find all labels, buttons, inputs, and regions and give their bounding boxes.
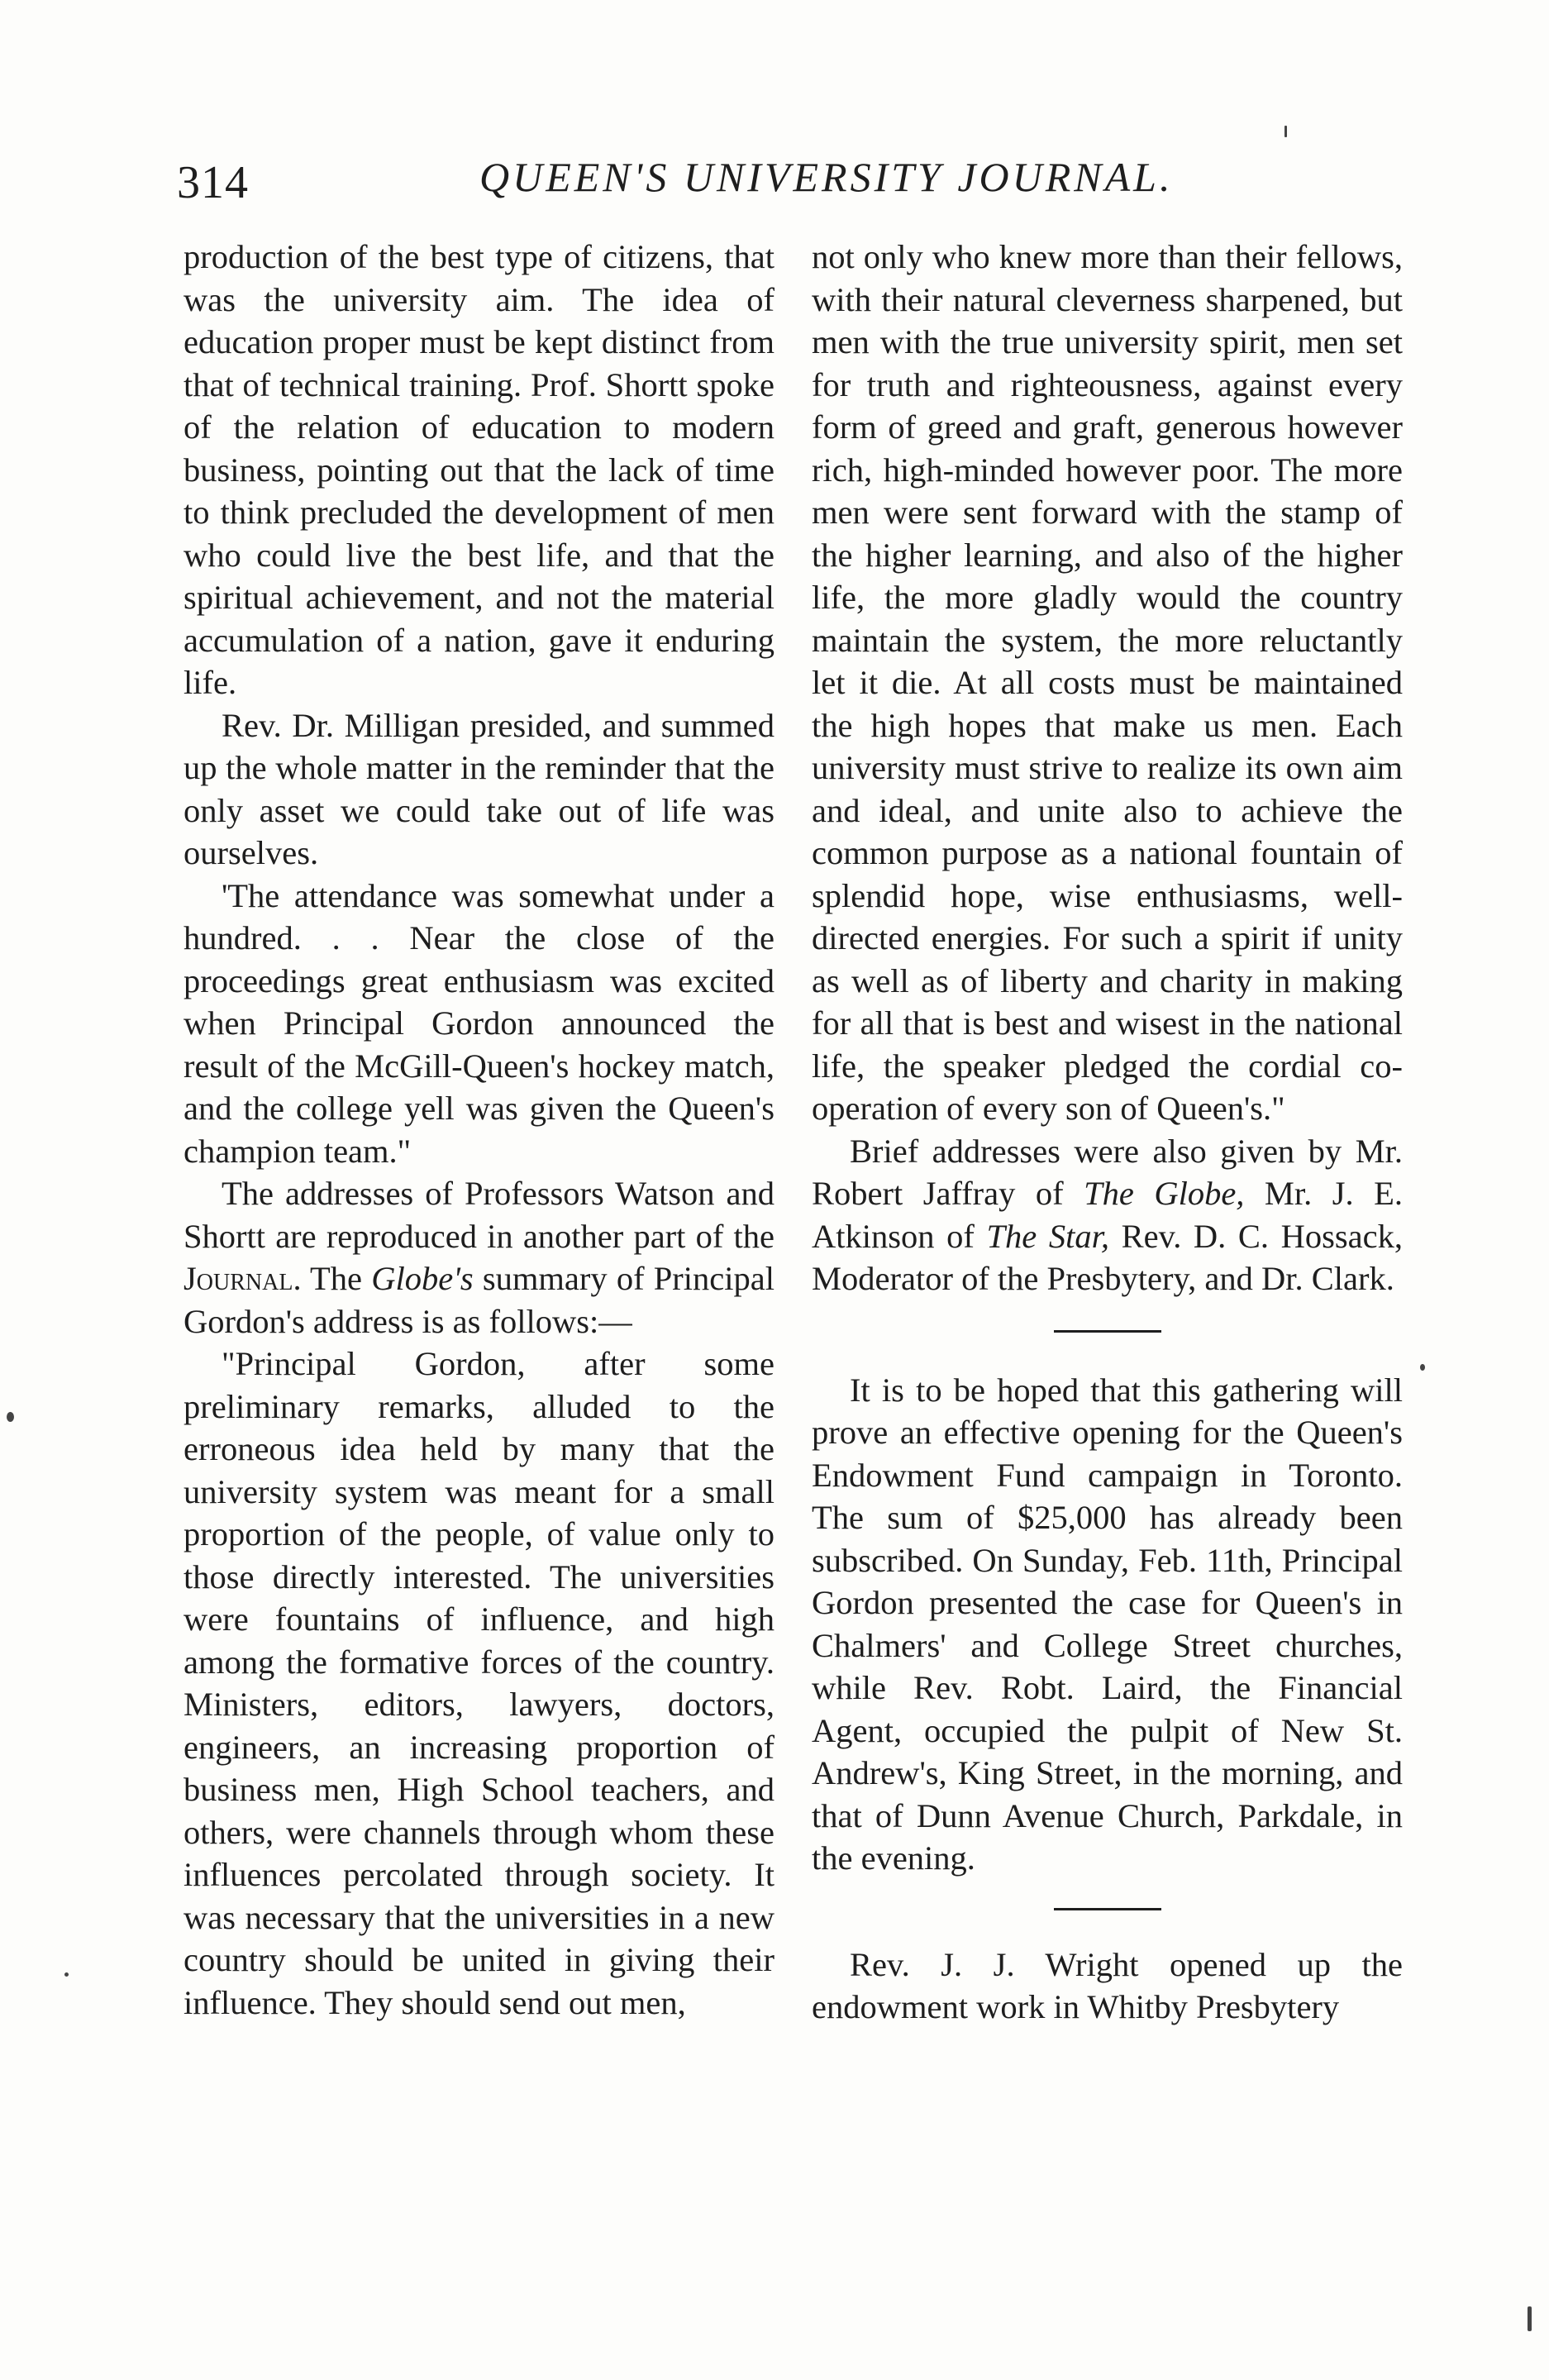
scan-speck bbox=[64, 1972, 69, 1977]
text-run: The addresses of Professors Watson and Shortt are reproduced in another part of the bbox=[183, 1175, 774, 1255]
globes-name: Globe's bbox=[371, 1260, 474, 1297]
scan-speck bbox=[7, 1412, 14, 1422]
left-paragraph-4 bbox=[183, 1172, 774, 1343]
right-paragraph-1: not only who knew more than their fellows, with their natural cleverness sharpened, but men with the true university spirit, men set for truth and righteousness, against every form of greed and graft, generous however rich, high-minded however poor. The more men were sent forward with the stamp of the higher learning, and also of the higher life, the more gladly would the country maintain the system, the more reluctantly let it die. At all costs must be maintained the high hopes that make us men. Each university must strive to realize its own aim and ideal, and unite also to achieve the common purpose as a national fountain of splendid hope, wise enthusiasms, well-directed energies. For such a spirit if unity as well as of liberty and charity in making for all that is best and wisest in the national life, the speaker pledged the cordial co-operation of every son of Queen's." bbox=[812, 238, 1403, 1127]
left-column bbox=[183, 236, 774, 2024]
text-run: summary of Principal Gordon's address is as follows:— bbox=[183, 1260, 775, 1340]
scan-speck bbox=[1528, 2306, 1532, 2331]
text-run: Rev. D. C. Hossack, Moderator of the Presbytery, and Dr. Clark. bbox=[812, 1217, 1404, 1297]
page-number: 314 bbox=[177, 157, 249, 208]
running-head bbox=[177, 145, 1417, 211]
scan-speck bbox=[1284, 126, 1287, 137]
scan-speck bbox=[1420, 1364, 1425, 1371]
left-paragraph-5: "Principal Gordon, after some preliminary remarks, alluded to the erroneous idea held by many that the university system was meant for a small proportion of the people, of value only to those directly interested. The universities were fountains of influence, and high among the formative forces of the country. Ministers, editors, lawyers, doctors, engineers, an increasing proportion of business men, High School teachers, and others, were channels through whom these influences percolated through society. It was necessary that the universities in a new country should be united in giving their influence. They should send out men, bbox=[183, 1345, 774, 2021]
journal-name: Journal bbox=[183, 1260, 293, 1297]
right-paragraph-2 bbox=[812, 1130, 1403, 1300]
text-run: Brief addresses were also given by Mr. Robert Jaffray of bbox=[812, 1132, 1403, 1212]
right-column bbox=[812, 236, 1403, 2029]
left-paragraph-2: Rev. Dr. Milligan presided, and summed up the whole matter in the reminder that the only asset we could take out of life was ourselves. bbox=[183, 706, 774, 871]
star-name: The Star, bbox=[986, 1217, 1109, 1255]
text-run: . The bbox=[293, 1260, 372, 1297]
journal-title: QUEEN'S UNIVERSITY JOURNAL. bbox=[479, 154, 1174, 200]
text-run: Mr. J. E. Atkinson of bbox=[812, 1175, 1404, 1255]
globe-name: The Globe, bbox=[1084, 1175, 1245, 1212]
section-divider bbox=[1054, 1908, 1161, 1910]
right-paragraph-4: Rev. J. J. Wright opened up the endowment work in Whitby Presbytery bbox=[812, 1945, 1403, 2025]
section-divider bbox=[1054, 1330, 1161, 1333]
right-paragraph-3: It is to be hoped that this gathering will prove an effective opening for the Queen's Endowment Fund campaign in Toronto. The sum of $25,000 has already been subscribed. On Sunday, Feb. 11th, Principal Gordon presented the case for Queen's in Chalmers' and College Street churches, while Rev. Robt. Laird, the Financial Agent, occupied the pulpit of New St. Andrew's, King Street, in the morning, and that of Dunn Avenue Church, Parkdale, in the evening. bbox=[812, 1371, 1403, 1877]
left-paragraph-3: 'The attendance was somewhat under a hundred. . . Near the close of the proceedings great enthusiasm was excited when Principal Gordon announced the result of the McGill-Queen's hockey match, and the college yell was given the Queen's champion team." bbox=[183, 876, 774, 1170]
left-paragraph-1: production of the best type of citizens, that was the university aim. The idea of education proper must be kept distinct from that of technical training. Prof. Shortt spoke of the relation of education to modern business, pointing out that the lack of time to think precluded the development of men who could live the best life, and that the spiritual achievement, and not the material accumulation of a nation, gave it enduring life. bbox=[183, 238, 774, 701]
